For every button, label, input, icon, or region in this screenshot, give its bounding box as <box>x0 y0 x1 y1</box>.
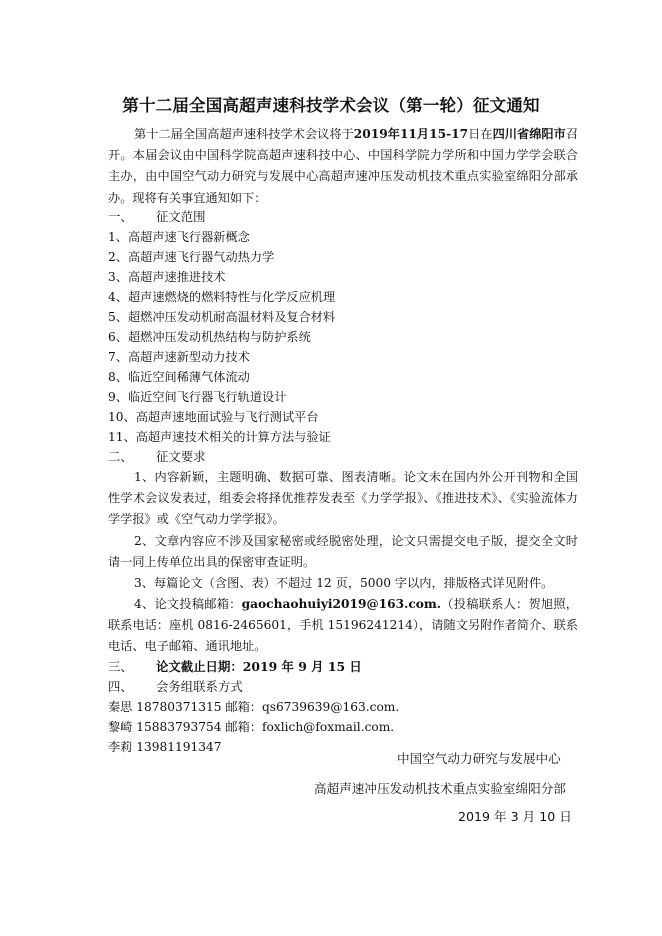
section-number: 二、 <box>108 449 133 464</box>
requirement-text-suffix: （投稿联系人：贺旭照，联系电话：座机 0816-2465601，手机 15196241214），请随文另附作者简介、联系电话、电子邮箱、通讯地址。 <box>108 597 578 654</box>
list-item: 1、高超声速飞行器新概念 <box>108 230 250 244</box>
list-item: 11、高超声速技术相关的计算方法与验证 <box>108 430 331 444</box>
intro-text-1: 第十二届全国高超声速科技学术会议将于 <box>134 127 354 141</box>
list-item: 7、高超声速新型动力技术 <box>108 350 250 364</box>
list-item: 3、高超声速推进技术 <box>108 270 226 284</box>
signature-org-1: 中国空气动力研究与发展中心 <box>397 751 561 766</box>
signature-org-2: 高超声速冲压发动机技术重点实验室绵阳分部 <box>314 781 566 796</box>
section-title: 会务组联系方式 <box>156 679 243 694</box>
list-item: 8、临近空间稀薄气体流动 <box>108 370 250 384</box>
intro-text-2: 日在 <box>468 127 493 141</box>
requirement-3 <box>108 573 578 594</box>
section-title: 征文范围 <box>156 209 206 224</box>
contact-line: 李莉 13981191347 <box>108 740 222 754</box>
section-heading-4 <box>108 677 243 697</box>
intro-text-3: 召开。本届会议由中国科学院高超声速科技中心、中国科学院力学所和中国力学学会联合主办，由中国空气动力研究与发展中心高超声速冲压发动机技术重点实验室绵阳分部承办。现将有关事宜通知如下： <box>108 127 579 205</box>
requirement-text: 3、每篇论文（含图、表）不超过 12 页，5000 字以内，排版格式详见附件。 <box>134 576 554 590</box>
contact-line: 黎崎 15883793754 邮箱：foxlich@foxmail.com. <box>108 720 395 734</box>
requirement-text: 2、文章内容应不涉及国家秘密或经脱密处理，论文只需提交电子版，提交全文时请一同上传单位出具的保密审查证明。 <box>108 534 578 570</box>
list-item: 9、临近空间飞行器飞行轨道设计 <box>108 390 287 404</box>
list-item: 2、高超声速飞行器气动热力学 <box>108 250 275 264</box>
intro-date: 2019年11月15-17 <box>353 127 469 141</box>
section-number: 三、 <box>108 659 133 674</box>
section-number: 四、 <box>108 679 133 694</box>
requirement-text: 1、内容新颖，主题明确、数据可靠、图表清晰。论文未在国内外公开刊物和全国性学术会议发表过，组委会将择优推荐发表至《力学学报》、《推进技术》、《实验流体力学学报》或《空气动力学学报》。 <box>108 470 578 527</box>
section-number: 一、 <box>108 209 133 224</box>
list-item: 6、超燃冲压发动机热结构与防护系统 <box>108 330 311 344</box>
contact-line: 秦思 18780371315 邮箱：qs6739639@163.com. <box>108 700 400 714</box>
list-item: 5、超燃冲压发动机耐高温材料及复合材料 <box>108 310 336 324</box>
section-heading-3 <box>108 657 362 677</box>
submission-email: gaochaohuiyi2019@163.com. <box>241 597 442 611</box>
section-heading-2 <box>108 447 206 467</box>
section-title: 征文要求 <box>156 449 206 464</box>
requirement-4 <box>108 594 578 658</box>
intro-paragraph <box>108 124 578 209</box>
intro-location: 四川省绵阳市 <box>492 127 566 141</box>
list-item: 4、超声速燃烧的燃料特性与化学反应机理 <box>108 290 336 304</box>
section-title: 论文截止日期：2019 年 9 月 15 日 <box>156 659 362 674</box>
requirement-text-prefix: 4、论文投稿邮箱： <box>134 597 242 611</box>
list-item: 10、高超声速地面试验与飞行测试平台 <box>108 410 319 424</box>
requirement-2 <box>108 531 578 573</box>
section-heading-1 <box>108 207 206 227</box>
requirement-1 <box>108 467 578 531</box>
document-title: 第十二届全国高超声速科技学术会议（第一轮）征文通知 <box>122 96 540 115</box>
signature-date: 2019 年 3 月 10 日 <box>458 809 572 824</box>
